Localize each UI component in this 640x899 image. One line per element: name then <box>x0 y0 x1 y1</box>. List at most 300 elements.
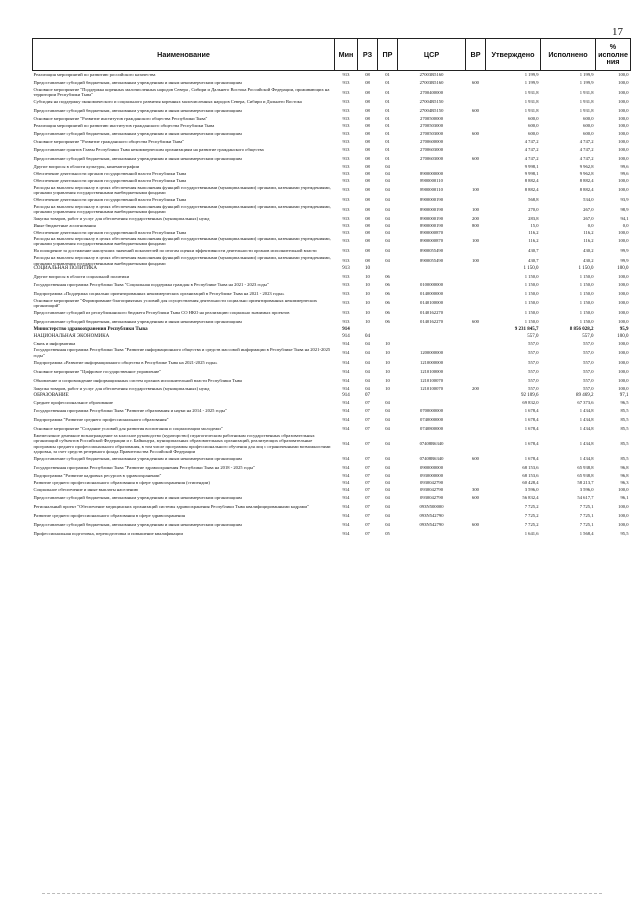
cell-pr: 04 <box>385 479 390 485</box>
cell-percent: 100,0 <box>618 147 629 153</box>
cell-name: Государственная программа Республики Тыва "Социальная поддержка граждан в Республике Тыва на 2021 - 2023 годы" <box>33 281 269 287</box>
cell-rz: 08 <box>365 196 370 202</box>
table-row <box>33 273 631 280</box>
cell-executed: 9 962,8 <box>579 164 594 170</box>
cell-percent: 85,5 <box>620 455 629 461</box>
cell-rz: 07 <box>365 425 370 431</box>
cell-name: Предоставление субсидий бюджетным, автономным учреждениям и иным некоммерческим организациям <box>33 521 242 527</box>
cell-rz: 08 <box>365 206 370 212</box>
cell-pr: 06 <box>385 273 390 279</box>
cell-vr <box>466 529 486 538</box>
cell-approved: 283,8 <box>528 215 539 221</box>
cell-executed: 4 747,2 <box>579 147 594 153</box>
cell-name: Подпрограмма "Развитие кадровых ресурсов в здравоохранении" <box>33 472 162 478</box>
cell-min: 913 <box>342 116 350 122</box>
cell-approved: 56 832,4 <box>522 494 539 500</box>
cell-executed: 557,0 <box>583 350 594 356</box>
cell-approved: 1 150,0 <box>524 300 539 306</box>
cell-csr: 0140162270 <box>420 310 443 316</box>
cell-executed: 7 725,1 <box>579 521 594 527</box>
cell-percent: 96,5 <box>620 399 629 405</box>
cell-executed: 1 434,8 <box>579 407 594 413</box>
cell-vr <box>466 340 486 347</box>
cell-pr: 04 <box>385 503 390 509</box>
cell-percent: 99,6 <box>620 164 629 170</box>
cell-approved: 557,0 <box>528 368 539 374</box>
cell-min: 914 <box>342 368 350 374</box>
cell-percent: 99,9 <box>620 248 629 254</box>
cell-name: Реализация мероприятий по развитию институтов гражданского общества Республики Тыва <box>33 123 215 129</box>
cell-executed: 1 150,0 <box>579 273 594 279</box>
cell-executed: 1 434,8 <box>579 455 594 461</box>
cell-name: Обеспечение деятельности органов государственной власти Республики Тыва <box>33 196 187 202</box>
cell-min: 913 <box>342 257 350 263</box>
cell-name: Социальное обеспечение и иные выплаты населению <box>33 486 139 492</box>
cell-rz: 07 <box>365 472 370 478</box>
cell-csr <box>398 392 466 399</box>
cell-approved: 1 931,8 <box>524 89 539 95</box>
cell-vr <box>466 298 486 309</box>
cell-csr: 8900000190 <box>420 215 443 221</box>
cell-approved: 1 931,8 <box>524 108 539 114</box>
cell-vr <box>466 71 486 79</box>
cell-vr: 100 <box>472 187 479 193</box>
cell-approved: 92 109,6 <box>521 392 539 398</box>
cell-csr: 2700503000 <box>420 123 443 129</box>
cell-percent: 100,0 <box>618 503 629 509</box>
cell-approved: 1 678,4 <box>524 440 539 446</box>
cell-percent: 96,8 <box>620 472 629 478</box>
cell-percent: 100,0 <box>618 385 629 391</box>
cell-vr <box>466 164 486 171</box>
cell-rz: 10 <box>365 300 370 306</box>
cell-percent: 100,0 <box>618 281 629 287</box>
cell-approved: 68 153,6 <box>522 472 539 478</box>
table-row <box>33 78 631 87</box>
cell-percent: 100,0 <box>618 116 629 122</box>
cell-min: 913 <box>342 266 350 272</box>
cell-name: Реализация мероприятий по развитию российского казачества <box>33 71 156 77</box>
cell-rz: 07 <box>365 440 370 446</box>
cell-pr: 04 <box>385 187 390 193</box>
cell-name: Ежемесячное денежное вознаграждение за классное руководство (кураторство) педагогическим работникам государственных образовательных организаций субъектов Российской Федерации и г. Байконура, муниципальных образовательных организаций, реализующих образовательные программы среднего профессионального образования, в том числе программы профессионального обучения для лиц с ограниченными возможностями здоровья, за счет средств резервного фонда Правительства Российской Федерации <box>33 432 331 454</box>
cell-pr: 01 <box>385 79 390 85</box>
cell-csr: 0100000000 <box>420 281 443 287</box>
cell-name: Обновление и сопровождение информационных систем органов исполнительной власти Республики Тыва <box>33 377 242 383</box>
cell-percent: 100,0 <box>618 512 629 518</box>
cell-csr: 8900000870 <box>420 238 443 244</box>
cell-percent: 100,0 <box>618 229 629 235</box>
cell-approved: 1 150,0 <box>524 273 539 279</box>
cell-percent: 85,5 <box>620 407 629 413</box>
cell-vr: 600 <box>472 131 479 137</box>
table-row <box>33 123 631 130</box>
cell-name: Обеспечение деятельности органов государственной власти Республики Тыва <box>33 178 187 184</box>
cell-rz: 08 <box>365 164 370 170</box>
cell-name: Предоставление субсидий бюджетным, автономным учреждениям и иным некоммерческим организациям <box>33 319 242 325</box>
cell-pr: 04 <box>385 196 390 202</box>
table-row <box>33 333 631 340</box>
cell-approved: 1 150,0 <box>524 290 539 296</box>
cell-pr: 04 <box>385 407 390 413</box>
cell-vr <box>466 308 486 317</box>
cell-csr: 8900000000 <box>420 171 443 177</box>
cell-percent: 96,3 <box>620 479 629 485</box>
cell-percent: 95,9 <box>619 327 629 332</box>
cell-min: 914 <box>342 399 350 405</box>
col-header-rz: РЗ <box>358 39 378 71</box>
table-row <box>33 385 631 392</box>
cell-executed: 1 199,9 <box>579 71 594 77</box>
cell-rz: 08 <box>365 108 370 114</box>
cell-min: 913 <box>342 123 350 129</box>
table-row <box>33 529 631 538</box>
cell-min: 913 <box>342 164 350 170</box>
table-row <box>33 222 631 229</box>
table-row <box>33 204 631 215</box>
cell-min: 914 <box>342 440 350 446</box>
cell-pr: 04 <box>385 257 390 263</box>
cell-executed: 67 373,6 <box>577 399 594 405</box>
cell-min: 914 <box>342 530 350 536</box>
cell-csr: 1210100070 <box>420 377 443 383</box>
cell-approved: 8 882,4 <box>524 187 539 193</box>
cell-csr: 8900000110 <box>420 178 443 184</box>
cell-vr <box>466 246 486 255</box>
cell-executed: 557,0 <box>582 334 594 339</box>
cell-rz: 07 <box>365 392 370 398</box>
cell-rz: 08 <box>365 116 370 122</box>
cell-min: 914 <box>342 521 350 527</box>
cell-rz: 08 <box>365 131 370 137</box>
cell-min: 914 <box>342 472 350 478</box>
cell-percent: 100,0 <box>618 359 629 365</box>
cell-rz: 08 <box>365 156 370 162</box>
cell-executed: 1 150,0 <box>579 290 594 296</box>
cell-pr: 06 <box>385 319 390 325</box>
cell-csr: 8900000190 <box>420 222 443 228</box>
table-row <box>33 298 631 309</box>
cell-name: Министерство здравоохранения Республики Тыва <box>33 327 148 332</box>
cell-rz: 07 <box>365 455 370 461</box>
cell-executed: 557,0 <box>583 359 594 365</box>
cell-rz: 08 <box>365 147 370 153</box>
cell-rz: 04 <box>365 334 370 339</box>
cell-executed: 557,0 <box>583 368 594 374</box>
cell-percent: 100,0 <box>618 319 629 325</box>
cell-csr: 1210100000 <box>420 368 443 374</box>
cell-name: Предоставление субсидий бюджетным, автономным учреждениям и иным некоммерческим организациям <box>33 131 242 137</box>
cell-min: 914 <box>342 350 350 356</box>
table-row <box>33 195 631 204</box>
table-row <box>33 520 631 529</box>
cell-min: 913 <box>342 290 350 296</box>
cell-percent: 100,0 <box>618 238 629 244</box>
cell-name: Предоставление субсидий бюджетным, автономным учреждениям и иным некоммерческим организациям <box>33 156 242 162</box>
cell-percent: 99,6 <box>620 171 629 177</box>
table-row <box>33 326 631 333</box>
cell-executed: 1 150,0 <box>579 310 594 316</box>
cell-approved: 8 882,4 <box>524 178 539 184</box>
cell-pr: 01 <box>385 99 390 105</box>
cell-pr: 06 <box>385 300 390 306</box>
cell-percent: 100,0 <box>618 99 629 105</box>
cell-name: Основное мероприятие "Развитие институтов гражданского общества Республики Тыва" <box>33 116 208 122</box>
cell-executed: 267,0 <box>583 215 594 221</box>
cell-rz: 08 <box>365 123 370 129</box>
cell-rz: 10 <box>365 281 370 287</box>
cell-name: Подпрограмма "Развитие среднего профессионального образования" <box>33 416 169 422</box>
cell-min: 913 <box>342 108 350 114</box>
cell-executed: 1 150,0 <box>579 300 594 306</box>
cell-min: 913 <box>342 79 350 85</box>
cell-vr <box>466 123 486 130</box>
cell-executed: 557,0 <box>583 385 594 391</box>
cell-pr: 01 <box>385 116 390 122</box>
cell-csr: 2700500000 <box>420 116 443 122</box>
cell-rz: 07 <box>365 494 370 500</box>
cell-csr: 0740800000 <box>420 425 443 431</box>
cell-approved: 69 832,0 <box>522 399 539 405</box>
cell-csr: 0930000000 <box>420 472 443 478</box>
cell-name: Подпрограмма «Поддержка социально ориентированных некоммерческих организаций в Республике Тыва на 2021 - 2023 годы» <box>33 290 285 296</box>
cell-vr <box>466 358 486 367</box>
cell-rz: 10 <box>365 310 370 316</box>
cell-percent: 100,0 <box>618 273 629 279</box>
cell-rz: 10 <box>365 319 370 325</box>
cell-name: Профессиональная подготовка, переподготовка и повышение квалификации <box>33 530 183 536</box>
cell-csr: 0930042790 <box>420 494 443 500</box>
cell-vr <box>466 347 486 358</box>
cell-min: 914 <box>342 464 350 470</box>
cell-percent: 96,8 <box>620 464 629 470</box>
cell-csr: 0930042790 <box>420 479 443 485</box>
cell-name: Основное мероприятие "Развитие гражданского общества Республики Тыва" <box>33 139 185 145</box>
table-row <box>33 308 631 317</box>
cell-percent: 100,0 <box>618 131 629 137</box>
table-row <box>33 71 631 79</box>
cell-min: 913 <box>342 178 350 184</box>
cell-name: Расходы на выплаты персоналу в целях обеспечения выполнения функций государственными (муниципальными) органами, казенными учреждениями, органами управления государственными внебюджетными фондами <box>33 204 331 215</box>
cell-csr: 0700000000 <box>420 407 443 413</box>
cell-percent: 85,5 <box>620 425 629 431</box>
table-row <box>33 433 631 454</box>
cell-approved: 60 428,4 <box>522 479 539 485</box>
table-row <box>33 178 631 185</box>
cell-csr <box>398 333 466 340</box>
cell-vr <box>466 98 486 107</box>
cell-percent: 100,0 <box>618 178 629 184</box>
table-row <box>33 472 631 479</box>
cell-pr: 01 <box>385 147 390 153</box>
cell-approved: 4 747,2 <box>524 156 539 162</box>
cell-approved: 1 641,6 <box>524 530 539 536</box>
table-row <box>33 493 631 502</box>
cell-vr: 800 <box>472 222 479 228</box>
cell-rz: 07 <box>365 399 370 405</box>
cell-pr: 01 <box>385 71 390 77</box>
cell-percent: 100,0 <box>618 123 629 129</box>
cell-vr <box>466 273 486 280</box>
table-row <box>33 347 631 358</box>
cell-percent: 100,0 <box>618 187 629 193</box>
cell-approved: 557,0 <box>528 385 539 391</box>
table-row <box>33 399 631 406</box>
col-header-vr: ВР <box>466 39 486 71</box>
cell-name: Связь и информатика <box>33 341 76 347</box>
cell-min: 913 <box>342 206 350 212</box>
cell-approved: 557,0 <box>528 377 539 383</box>
cell-min: 913 <box>342 281 350 287</box>
cell-approved: 1 150,0 <box>524 281 539 287</box>
cell-min: 913 <box>342 238 350 244</box>
cell-vr <box>466 146 486 155</box>
cell-approved: 7 725,2 <box>524 503 539 509</box>
cell-rz: 07 <box>365 503 370 509</box>
cell-csr: 8900000190 <box>420 196 443 202</box>
cell-vr: 600 <box>472 455 479 461</box>
cell-vr: 200 <box>472 385 479 391</box>
table-row <box>33 415 631 424</box>
cell-name: Основное мероприятие "Цифровое государственное управление" <box>33 368 162 374</box>
cell-executed: 58 213,7 <box>577 479 594 485</box>
cell-approved: 116,2 <box>528 238 539 244</box>
cell-pr: 01 <box>385 108 390 114</box>
cell-min: 913 <box>342 171 350 177</box>
cell-vr <box>466 289 486 298</box>
cell-name: Подпрограмма «Развитие информационного общества в Республике Тыва на 2021-2025 годы» <box>33 359 218 365</box>
cell-pr: 01 <box>385 156 390 162</box>
cell-percent: 97,1 <box>619 392 629 398</box>
cell-approved: 557,0 <box>527 334 539 339</box>
cell-name: ОБРАЗОВАНИЕ <box>33 392 69 398</box>
cell-percent: 100,0 <box>618 79 629 85</box>
cell-executed: 557,0 <box>583 341 594 347</box>
cell-approved: 1 199,9 <box>524 71 539 77</box>
table-body <box>33 71 631 539</box>
cell-csr: 093N542790 <box>419 521 444 527</box>
cell-percent: 100,0 <box>618 290 629 296</box>
cell-rz: 08 <box>365 238 370 244</box>
cell-executed: 1 568,4 <box>579 530 594 536</box>
cell-executed: 54 617,7 <box>577 494 594 500</box>
cell-rz: 10 <box>365 290 370 296</box>
cell-executed: 1 931,8 <box>579 89 594 95</box>
cell-rz: 08 <box>365 171 370 177</box>
cell-name: Государственная программа Республики Тыва "Развитие образования и науки на 2014 - 2025 годы" <box>33 407 227 413</box>
cell-percent: 100,0 <box>617 334 629 339</box>
table-row <box>33 367 631 376</box>
cell-name: НАЦИОНАЛЬНАЯ ЭКОНОМИКА <box>33 334 110 339</box>
cell-pr: 04 <box>385 178 390 184</box>
table-row <box>33 139 631 146</box>
cell-csr <box>398 326 466 333</box>
cell-approved: 1 150,0 <box>524 310 539 316</box>
page-bottom-rule <box>42 893 602 894</box>
cell-name: Основное мероприятие "Поддержка коренных малочисленных народов Севера , Сибири и Дальнего Востока Российской Федерации, проживающих на территории Республики Тыва" <box>33 87 330 98</box>
cell-percent: 100,0 <box>618 89 629 95</box>
table-row <box>33 215 631 222</box>
cell-pr: 10 <box>385 377 390 383</box>
cell-name: Расходы на выплаты персоналу в целях обеспечения выполнения функций государственными (муниципальными) органами, казенными учреждениями, органами управления государственными внебюджетными фондами <box>33 184 331 195</box>
cell-rz: 08 <box>365 248 370 254</box>
cell-vr: 100 <box>472 257 479 263</box>
table-row <box>33 486 631 493</box>
cell-min: 914 <box>342 494 350 500</box>
cell-name: Другие вопросы в области культуры, кинематографии <box>33 164 140 170</box>
cell-percent: 98,9 <box>620 206 629 212</box>
cell-executed: 430,2 <box>583 257 594 263</box>
cell-min: 913 <box>342 156 350 162</box>
cell-approved: 1 150,0 <box>524 319 539 325</box>
cell-pr: 10 <box>385 341 390 347</box>
table-row <box>33 280 631 289</box>
cell-min: 914 <box>342 392 350 398</box>
cell-approved: 600,0 <box>528 116 539 122</box>
cell-vr: 100 <box>472 206 479 212</box>
table-row <box>33 236 631 247</box>
cell-min: 914 <box>342 425 350 431</box>
cell-min: 913 <box>342 319 350 325</box>
cell-pr: 04 <box>385 494 390 500</box>
cell-csr: 27003R5160 <box>419 71 444 77</box>
cell-csr <box>398 399 466 406</box>
cell-rz: 04 <box>365 368 370 374</box>
cell-executed: 65 938,8 <box>577 464 594 470</box>
table-row <box>33 406 631 415</box>
cell-rz: 08 <box>365 71 370 77</box>
cell-rz: 07 <box>365 479 370 485</box>
col-header-csr: ЦСР <box>398 39 466 71</box>
table-row <box>33 454 631 463</box>
cell-rz: 07 <box>365 407 370 413</box>
cell-approved: 1 199,9 <box>524 79 539 85</box>
cell-vr: 600 <box>472 156 479 162</box>
cell-pr: 06 <box>385 290 390 296</box>
cell-vr <box>466 399 486 406</box>
cell-pr: 01 <box>385 89 390 95</box>
cell-csr: 2700400000 <box>420 89 443 95</box>
cell-min: 914 <box>342 416 350 422</box>
cell-pr: 04 <box>385 512 390 518</box>
cell-rz: 04 <box>365 377 370 383</box>
cell-rz: 04 <box>365 350 370 356</box>
cell-executed: 430,2 <box>583 248 594 254</box>
cell-csr: 2700503000 <box>420 131 443 137</box>
cell-percent: 85,5 <box>620 416 629 422</box>
cell-vr <box>466 171 486 178</box>
cell-executed: 116,2 <box>583 238 594 244</box>
cell-executed: 1 931,8 <box>579 108 594 114</box>
cell-csr: 1210000000 <box>420 359 443 365</box>
cell-percent: 100,0 <box>618 377 629 383</box>
cell-pr: 10 <box>385 385 390 391</box>
cell-approved: 9 231 845,7 <box>514 327 539 332</box>
cell-executed: 600,0 <box>583 123 594 129</box>
cell-pr: 04 <box>385 399 390 405</box>
table-row <box>33 98 631 107</box>
cell-min: 913 <box>342 248 350 254</box>
cell-pr: 01 <box>385 123 390 129</box>
cell-percent: 100,0 <box>618 521 629 527</box>
cell-approved: 430,7 <box>528 257 539 263</box>
cell-min: 913 <box>342 147 350 153</box>
cell-approved: 7 725,2 <box>524 521 539 527</box>
cell-approved: 15,0 <box>530 222 539 228</box>
cell-csr: 8900055490 <box>420 257 443 263</box>
cell-min: 914 <box>342 327 350 332</box>
cell-name: Предоставление субсидий бюджетным, автономным учреждениям и иным некоммерческим организациям <box>33 79 242 85</box>
